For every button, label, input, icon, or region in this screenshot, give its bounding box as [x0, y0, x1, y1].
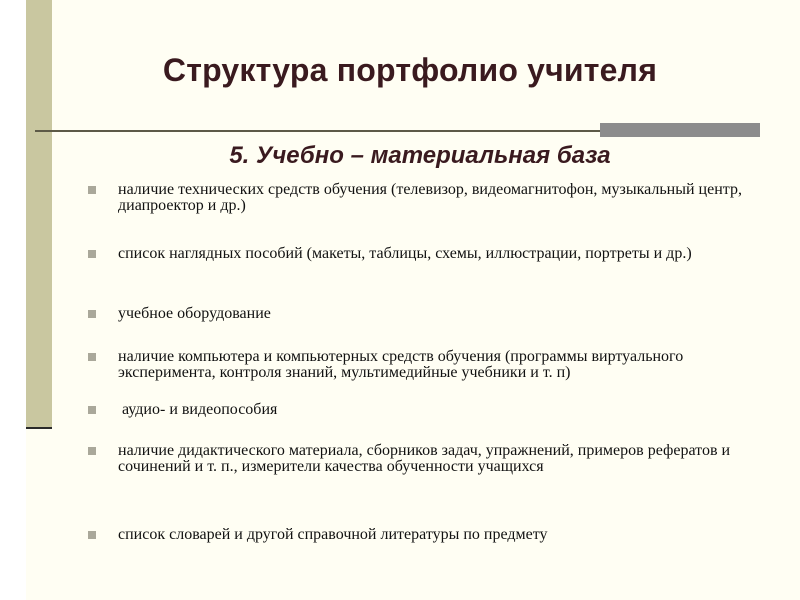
list-item-equipment: учебное оборудование	[118, 305, 271, 322]
bullet-marker-icon	[88, 447, 96, 455]
list-item-dictionaries: список словарей и другой справочной литературы по предмету	[118, 526, 548, 543]
side-bar-bottom-line	[26, 427, 52, 429]
left-margin-band	[0, 0, 26, 600]
bullet-marker-icon	[88, 353, 96, 361]
bullet-marker-icon	[88, 531, 96, 539]
bullet-marker-icon	[88, 406, 96, 414]
bullet-marker-icon	[88, 250, 96, 258]
title-divider-line	[35, 130, 600, 132]
list-item-av-aids: аудио- и видеопособия	[118, 401, 278, 418]
bullet-marker-icon	[88, 310, 96, 318]
slide-title: Структура портфолио учителя	[162, 52, 658, 88]
slide-subtitle: 5. Учебно – материальная база	[229, 142, 611, 169]
list-item-computers: наличие компьютера и компьютерных средств обучения (программы виртуального эксперимента, контроля знаний, мультимедийные учебники и т. п)	[118, 348, 684, 381]
list-item-didactic: наличие дидактического материала, сборников задач, упражнений, примеров рефератов и сочинений и т. п., измерители качества обученности учащихся	[118, 442, 731, 475]
list-item-tech-means: наличие технических средств обучения (телевизор, видеомагнитофон, музыкальный центр, диапроектор и др.)	[118, 181, 742, 214]
decorative-side-bar	[26, 0, 52, 427]
bullet-marker-icon	[88, 186, 96, 194]
title-divider-accent	[600, 123, 760, 137]
list-item-visual-aids: список наглядных пособий (макеты, таблицы, схемы, иллюстрации, портреты и др.)	[118, 245, 692, 262]
